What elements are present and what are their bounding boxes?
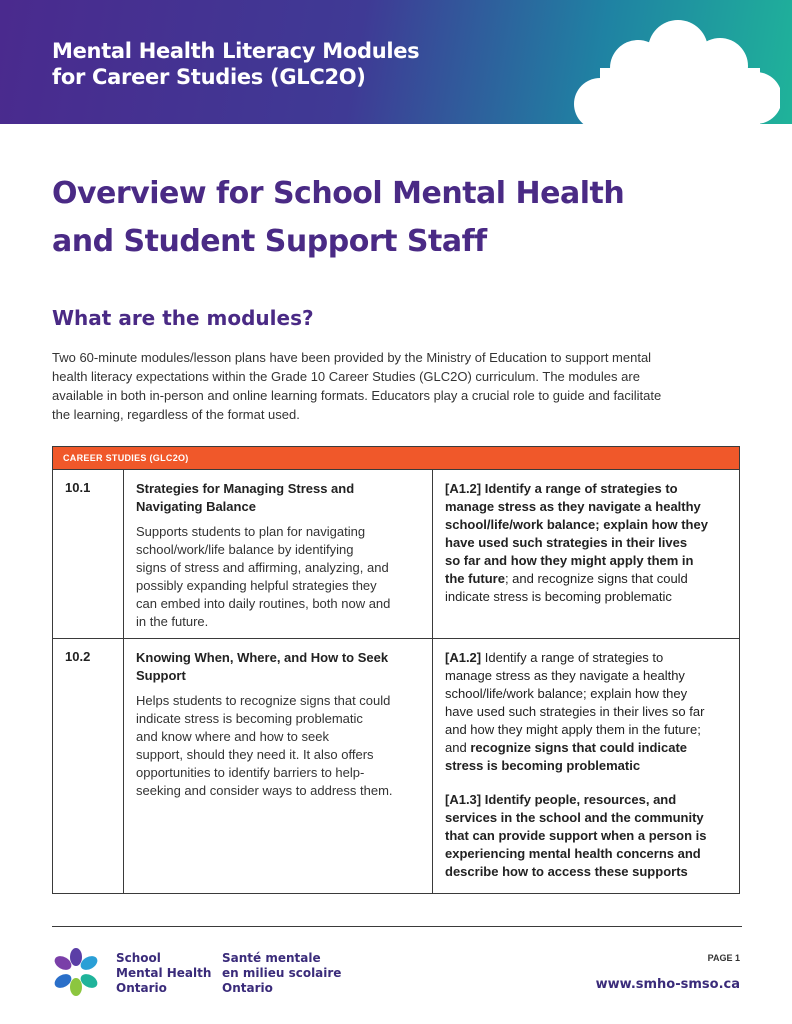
module-number: 10.2 <box>53 639 124 893</box>
table-row <box>53 469 739 638</box>
module-description: Helps students to recognize signs that could indicate stress is becoming problematic and know where and how to seek support, should they need it. It also offers opportunities to identify barriers to help- seeking and consider ways to address them. <box>136 693 393 798</box>
module-title: Knowing When, Where, and How to Seek Support <box>136 650 389 683</box>
table-row <box>53 638 739 893</box>
org-name-french: Santé mentale en milieu scolaire Ontario <box>222 951 342 995</box>
module-info <box>124 639 433 893</box>
banner-title-line2: for Career Studies (GLC2O) <box>52 65 366 89</box>
footer-divider <box>52 926 742 927</box>
leaf-cluster-logo-icon <box>560 8 780 124</box>
org-name-english: School Mental Health Ontario <box>116 951 212 995</box>
website-link[interactable]: www.smho-smso.ca <box>595 977 740 992</box>
module-number: 10.1 <box>53 470 124 638</box>
banner-title <box>52 38 419 90</box>
header-banner <box>0 0 792 124</box>
table-header: CAREER STUDIES (GLC2O) <box>53 447 739 469</box>
curriculum-expectation: [A1.2] Identify a range of strategies to manage stress as they navigate a healthy school/life/work balance; explain how they have used such strategies in their lives so far and how they might apply them in the future; and recognize signs that could indicate stress is becoming problematic <box>445 481 708 604</box>
smho-flower-logo-icon <box>52 948 100 996</box>
module-info <box>124 470 433 638</box>
curriculum-expectation: [A1.2] Identify a range of strategies to manage stress as they navigate a healthy school/life/work balance; explain how they have used such strategies in their lives so far and how they might apply them in the future; and recognize signs that could indicate stress is becoming problematic [A1.3] Identify people, resources, and services in the school and the community that can provide support when a person is experiencing mental health concerns and describe how to access these supports <box>445 650 707 879</box>
section-title: What are the modules? <box>52 306 314 330</box>
module-description: Supports students to plan for navigating school/work/life balance by identifying signs of stress and affirming, analyzing, and possibly expanding helpful strategies they can embed into daily routines, both now and in the future. <box>136 524 391 629</box>
intro-paragraph: Two 60-minute modules/lesson plans have been provided by the Ministry of Education to support mental health literacy expectations within the Grade 10 Career Studies (GLC2O) curriculum. The modules are available in both in-person and online learning formats. Educators play a crucial role to guide and facilitate the learning, regardless of the format used. <box>52 350 662 422</box>
module-title: Strategies for Managing Stress and Navigating Balance <box>136 481 355 514</box>
page-title: Overview for School Mental Health and Student Support Staff <box>52 176 625 259</box>
page-number: PAGE 1 <box>707 953 740 963</box>
banner-title-line1: Mental Health Literacy Modules <box>52 39 420 63</box>
curriculum-table <box>52 446 740 894</box>
